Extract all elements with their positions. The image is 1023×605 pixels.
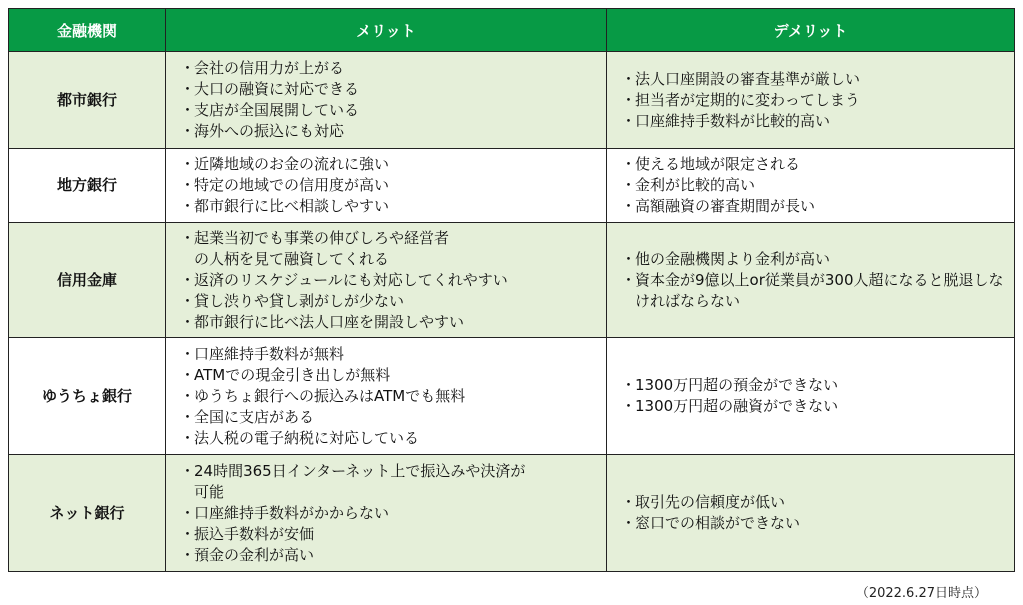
table-row	[9, 223, 1015, 338]
list-item: ・ 資本金が9億以上or従業員が300人超になると脱退しなければならない	[621, 270, 1004, 310]
list-item: ・ ゆうちょ銀行への振込みはATMでも無料	[180, 386, 466, 405]
merits-cell	[166, 52, 607, 149]
header-row	[9, 9, 1015, 52]
demerits-cell	[607, 149, 1015, 223]
merits-cell	[166, 223, 607, 338]
list-item: ・ 窓口での相談ができない	[621, 514, 801, 532]
list-item: ・ 1300万円超の預金ができない	[621, 376, 839, 394]
institution-name: 都市銀行	[9, 52, 166, 149]
bank-comparison-table-wrap	[8, 8, 1014, 572]
list-item: ・ 起業当初でも事業の伸びしろや経営者の人柄を見て融資してくれる	[180, 228, 450, 268]
table-row	[9, 338, 1015, 455]
list-item: ・ 預金の金利が高い	[180, 545, 315, 564]
list-item: ・ 使える地域が限定される	[621, 155, 801, 173]
list-item: ・ 取引先の信頼度が低い	[621, 493, 786, 511]
header-institution: 金融機関	[9, 9, 166, 52]
list-item: ・ 近隣地域のお金の流れに強い	[180, 155, 390, 173]
list-item: ・ 会社の信用力が上がる	[180, 59, 345, 77]
demerits-cell	[607, 223, 1015, 338]
bank-comparison-table	[8, 8, 1015, 572]
as-of-date-note: （2022.6.27日時点）	[855, 586, 987, 601]
table-row	[9, 52, 1015, 149]
list-item: ・ 担当者が定期的に変わってしまう	[621, 90, 860, 109]
list-item: ・ 口座維持手数料が比較的高い	[621, 111, 831, 130]
merits-cell	[166, 338, 607, 455]
header-merits: メリット	[166, 9, 607, 52]
demerits-cell	[607, 52, 1015, 149]
table-row	[9, 455, 1015, 572]
merits-cell	[166, 149, 607, 223]
list-item: ・ 都市銀行に比べ法人口座を開設しやすい	[180, 312, 465, 331]
institution-name: 地方銀行	[9, 149, 166, 223]
header-demerits: デメリット	[607, 9, 1015, 52]
list-item: ・ 口座維持手数料が無料	[180, 344, 345, 363]
list-item: ・ 海外への振込にも対応	[180, 122, 345, 140]
list-item: ・ 支店が全国展開している	[180, 101, 360, 119]
list-item: ・ 都市銀行に比べ相談しやすい	[180, 197, 390, 215]
list-item: ・ 振込手数料が安価	[180, 524, 315, 543]
table-row	[9, 149, 1015, 223]
institution-name: 信用金庫	[9, 223, 166, 338]
merits-cell	[166, 455, 607, 572]
list-item: ・ 法人口座開設の審査基準が厳しい	[621, 69, 861, 88]
institution-name: ゆうちょ銀行	[9, 338, 166, 455]
list-item: ・ 金利が比較的高い	[621, 176, 756, 194]
list-item: ・ 返済のリスケジュールにも対応してくれやすい	[180, 270, 508, 289]
list-item: ・ ATMでの現金引き出しが無料	[180, 365, 391, 384]
list-item: ・ 貸し渋りや貸し剥がしが少ない	[180, 291, 405, 310]
list-item: ・ 24時間365日インターネット上で振込みや決済が可能	[180, 461, 526, 501]
institution-name: ネット銀行	[9, 455, 166, 572]
demerits-cell	[607, 338, 1015, 455]
list-item: ・ 大口の融資に対応できる	[180, 80, 360, 98]
list-item: ・ 他の金融機関より金利が高い	[621, 249, 831, 268]
list-item: ・ 高額融資の審査期間が長い	[621, 197, 816, 215]
demerits-cell	[607, 455, 1015, 572]
list-item: ・ 口座維持手数料がかからない	[180, 503, 390, 522]
list-item: ・ 1300万円超の融資ができない	[621, 397, 839, 415]
list-item: ・ 全国に支店がある	[180, 407, 315, 426]
list-item: ・ 特定の地域での信用度が高い	[180, 176, 390, 194]
list-item: ・ 法人税の電子納税に対応している	[180, 428, 420, 447]
